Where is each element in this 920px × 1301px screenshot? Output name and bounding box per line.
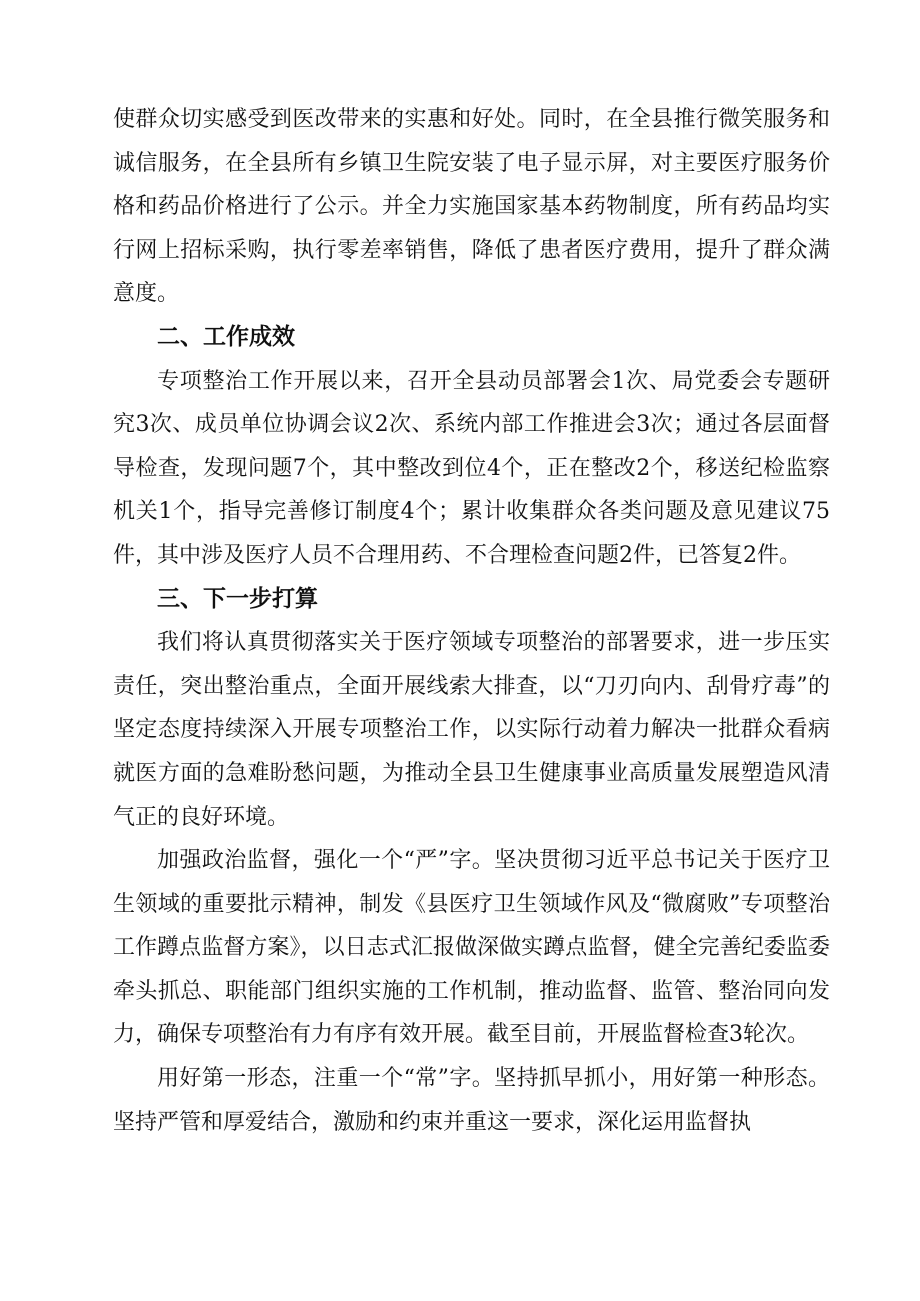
section-heading-results: 二、工作成效: [157, 323, 295, 350]
paragraph-political-supervision: 加强政治监督，强化一个“严”字。坚决贯彻习近平总书记关于医疗卫生领域的重要批示精神，制发《县医疗卫生领域作风及“微腐败”专项整治工作蹲点监督方案》，以日志式汇报做深做实蹲点监督，健全完善纪委监委牵头抓总、职能部门组织实施的工作机制，推动监督、监管、整治同向发力，确保专项整治有力有序有效开展。截至目前，开展监督检查3轮次。: [113, 848, 830, 1048]
paragraph-next-steps: 我们将认真贯彻落实关于医疗领域专项整治的部署要求，进一步压实责任，突出整治重点，全面开展线索大排查，以“刀刃向内、刮骨疗毒”的坚定态度持续深入开展专项整治工作，以实际行动着力解决一批群众看病就医方面的急难盼愁问题，为推动全县卫生健康事业高质量发展塑造风清气正的良好环境。: [113, 630, 830, 830]
section-heading-next-steps: 三、下一步打算: [157, 585, 318, 612]
paragraph-first-form: 用好第一形态，注重一个“常”字。坚持抓早抓小，用好第一种形态。坚持严管和厚爱结合，激励和约束并重这一要求，深化运用监督执: [113, 1066, 830, 1135]
paragraph-results: 专项整治工作开展以来，召开全县动员部署会1次、局党委会专题研究3次、成员单位协调会议2次、系统内部工作推进会3次；通过各层面督导检查，发现问题7个，其中整改到位4个，正在整改2个，移送纪检监察机关1个，指导完善修订制度4个；累计收集群众各类问题及意见建议75件，其中涉及医疗人员不合理用药、不合理检查问题2件，已答复2件。: [113, 368, 830, 568]
paragraph-continued: 使群众切实感受到医改带来的实惠和好处。同时，在全县推行微笑服务和诚信服务，在全县所有乡镇卫生院安装了电子显示屏，对主要医疗服务价格和药品价格进行了公示。并全力实施国家基本药物制度，所有药品均实行网上招标采购，执行零差率销售，降低了患者医疗费用，提升了群众满意度。: [113, 107, 830, 307]
